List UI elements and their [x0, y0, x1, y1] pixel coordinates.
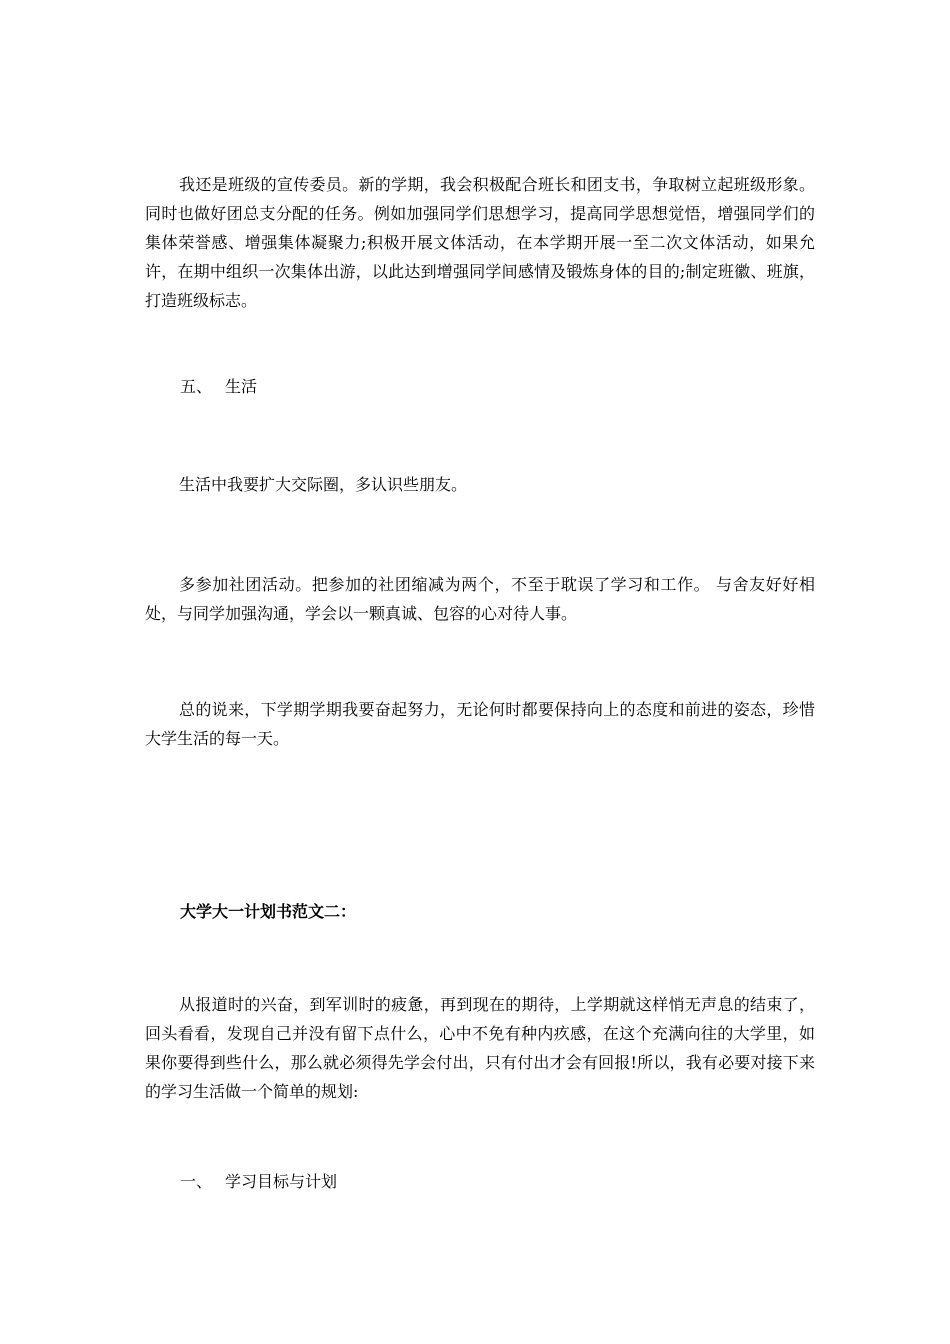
section-heading-study-goals	[180, 1167, 337, 1196]
paragraph-club-activities: 多参加社团活动。把参加的社团缩减为两个，不至于耽误了学习和工作。 与舍友好好相处，与同学加强沟通，学会以一颗真诚、包容的心对待人事。	[145, 575, 815, 623]
section-label: 学习目标与计划	[225, 1172, 338, 1191]
section-heading-life	[180, 372, 257, 401]
paragraph-introduction: 从报道时的兴奋，到军训时的疲惫，再到现在的期待，上学期就这样悄无声息的结束了，回头看看，发现自己并没有留下点什么，心中不免有种内疚感，在这个充满向往的大学里，如果你要得到些什么，那么就必须得先学会付出，只有付出才会有回报!所以，我有必要对接下来的学习生活做一个简单的规划:	[145, 995, 815, 1101]
section-number: 五、	[180, 377, 213, 396]
paragraph-social-circle: 生活中我要扩大交际圈，多认识些朋友。	[179, 475, 468, 494]
paragraph-summary: 总的说来，下学期学期我要奋起努力，无论何时都要保持向上的态度和前进的姿态，珍惜大学生活的每一天。	[145, 700, 815, 748]
paragraph-publicity-committee: 我还是班级的宣传委员。新的学期，我会积极配合班长和团支书，争取树立起班级形象。同时也做好团总支分配的任务。例如加强同学们思想学习，提高同学思想觉悟，增强同学们的集体荣誉感、增强集体凝聚力;积极开展文体活动，在本学期开展一至二次文体活动，如果允许，在期中组织一次集体出游，以此达到增强同学间感情及锻炼身体的目的;制定班徽、班旗，打造班级标志。	[145, 175, 815, 310]
section-label: 生活	[225, 377, 258, 396]
sample-title: 大学大一计划书范文二：	[180, 902, 357, 921]
section-number: 一、	[180, 1172, 213, 1191]
